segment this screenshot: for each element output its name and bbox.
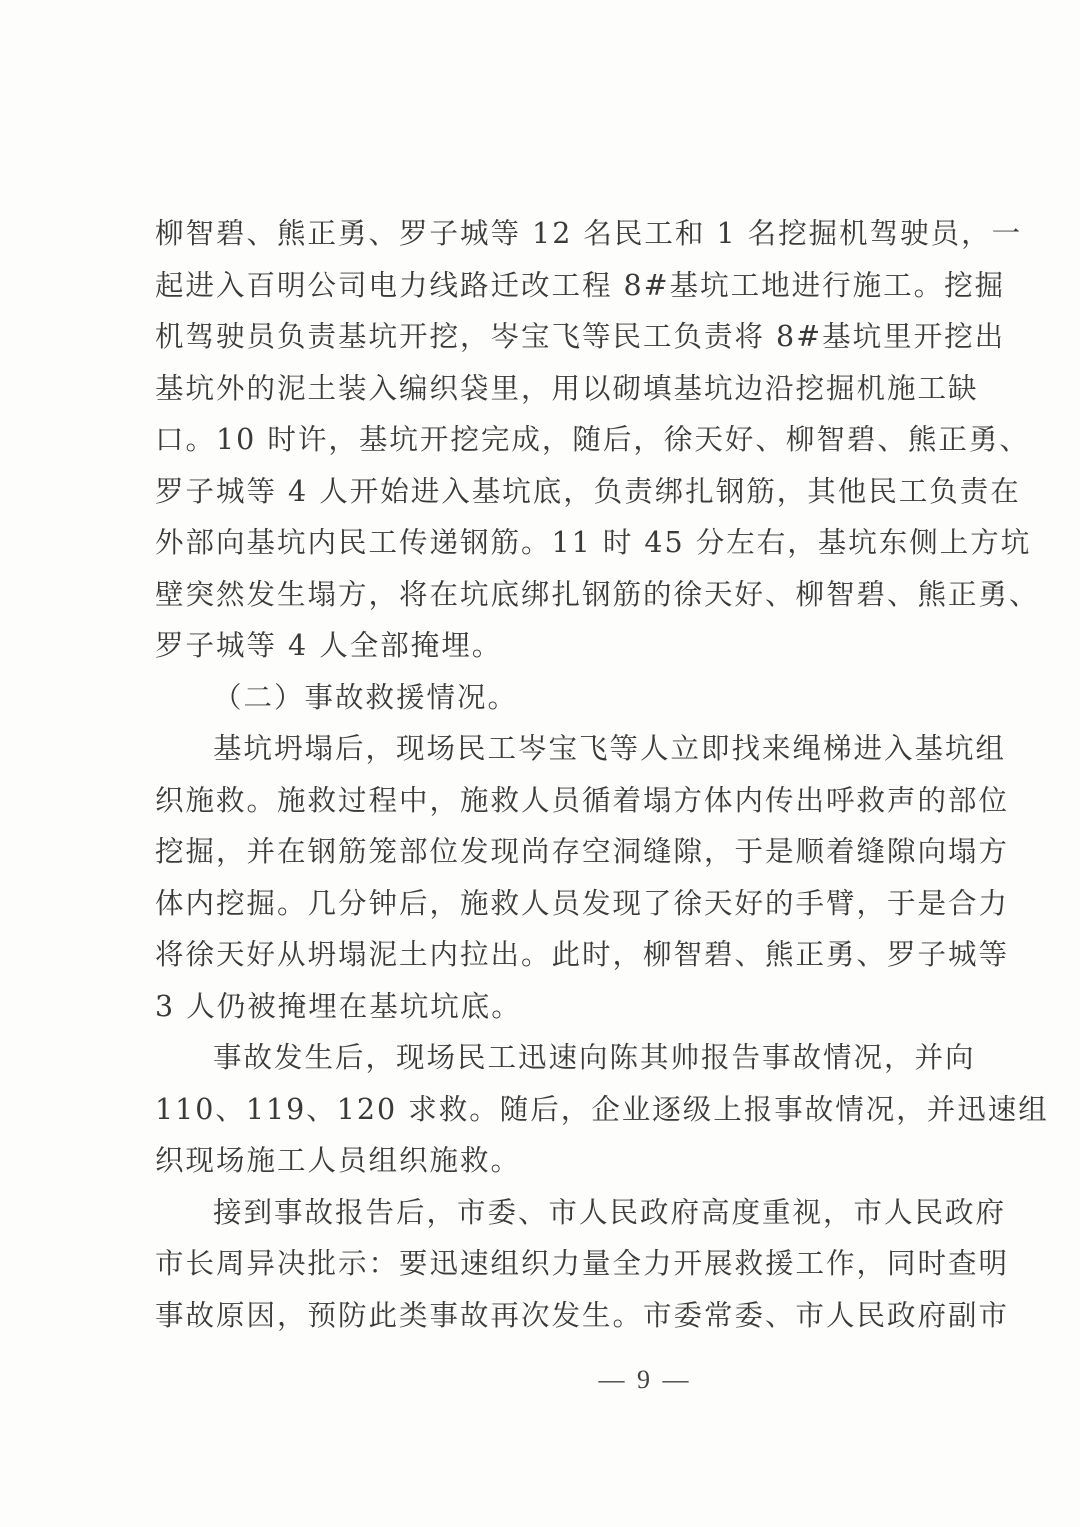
text-line: 基坑坍塌后，现场民工岑宝飞等人立即找来绳梯进入基坑组 [213,732,1007,765]
text-line: 接到事故报告后，市委、市人民政府高度重视，市人民政府 [213,1195,1007,1229]
text-line: 罗子城等 4 人开始进入基坑底，负责绑扎钢筋，其他民工负责在 [155,474,1021,508]
text-line: 市长周异决批示：要迅速组织力量全力开展救援工作，同时查明 [155,1247,1010,1280]
text-line: 3 人仍被掩埋在基坑坑底。 [155,989,522,1023]
text-line: 外部向基坑内民工传递钢筋。11 时 45 分左右，基坑东侧上方坑 [155,526,1032,559]
text-line: 机驾驶员负责基坑开挖，岑宝飞等民工负责将 8#基坑里开挖出 [155,320,1006,353]
text-line: 基坑外的泥土装入编织袋里，用以砌填基坑边沿挖掘机施工缺 [155,371,979,405]
text-line: 事故发生后，现场民工迅速向陈其帅报告事故情况，并向 [213,1041,976,1074]
text-line: 柳智碧、熊正勇、罗子城等 12 名民工和 1 名挖掘机驾驶员，一 [155,217,1023,250]
text-line: 110、119、120 求救。随后，企业逐级上报事故情况，并迅速组 [155,1092,1049,1126]
page-number-text: — 9 — [598,1365,692,1394]
section-heading: （二）事故救援情况。 [213,680,519,714]
text-line: 将徐天好从坍塌泥土内拉出。此时，柳智碧、熊正勇、罗子城等 [155,938,1010,971]
document-body [155,208,1049,1341]
page-number [0,1365,1080,1395]
text-line: 体内挖掘。几分钟后，施救人员发现了徐天好的手臂，于是合力 [155,886,1010,920]
text-line: 罗子城等 4 人全部掩埋。 [155,629,503,662]
text-line: 织现场施工人员组织施救。 [155,1144,522,1177]
text-line: 事故原因，预防此类事故再次发生。市委常委、市人民政府副市 [155,1298,1010,1332]
text-line: 口。10 时许，基坑开挖完成，随后，徐天好、柳智碧、熊正勇、 [155,423,1030,456]
text-line: 起进入百明公司电力线路迁改工程 8#基坑工地进行施工。挖掘 [155,268,1006,302]
text-line: 壁突然发生塌方，将在坑底绑扎钢筋的徐天好、柳智碧、熊正勇、 [155,577,1040,611]
text-line: 挖掘，并在钢筋笼部位发现尚存空洞缝隙，于是顺着缝隙向塌方 [155,835,1010,868]
text-line: 织施救。施救过程中，施救人员循着塌方体内传出呼救声的部位 [155,783,1010,817]
